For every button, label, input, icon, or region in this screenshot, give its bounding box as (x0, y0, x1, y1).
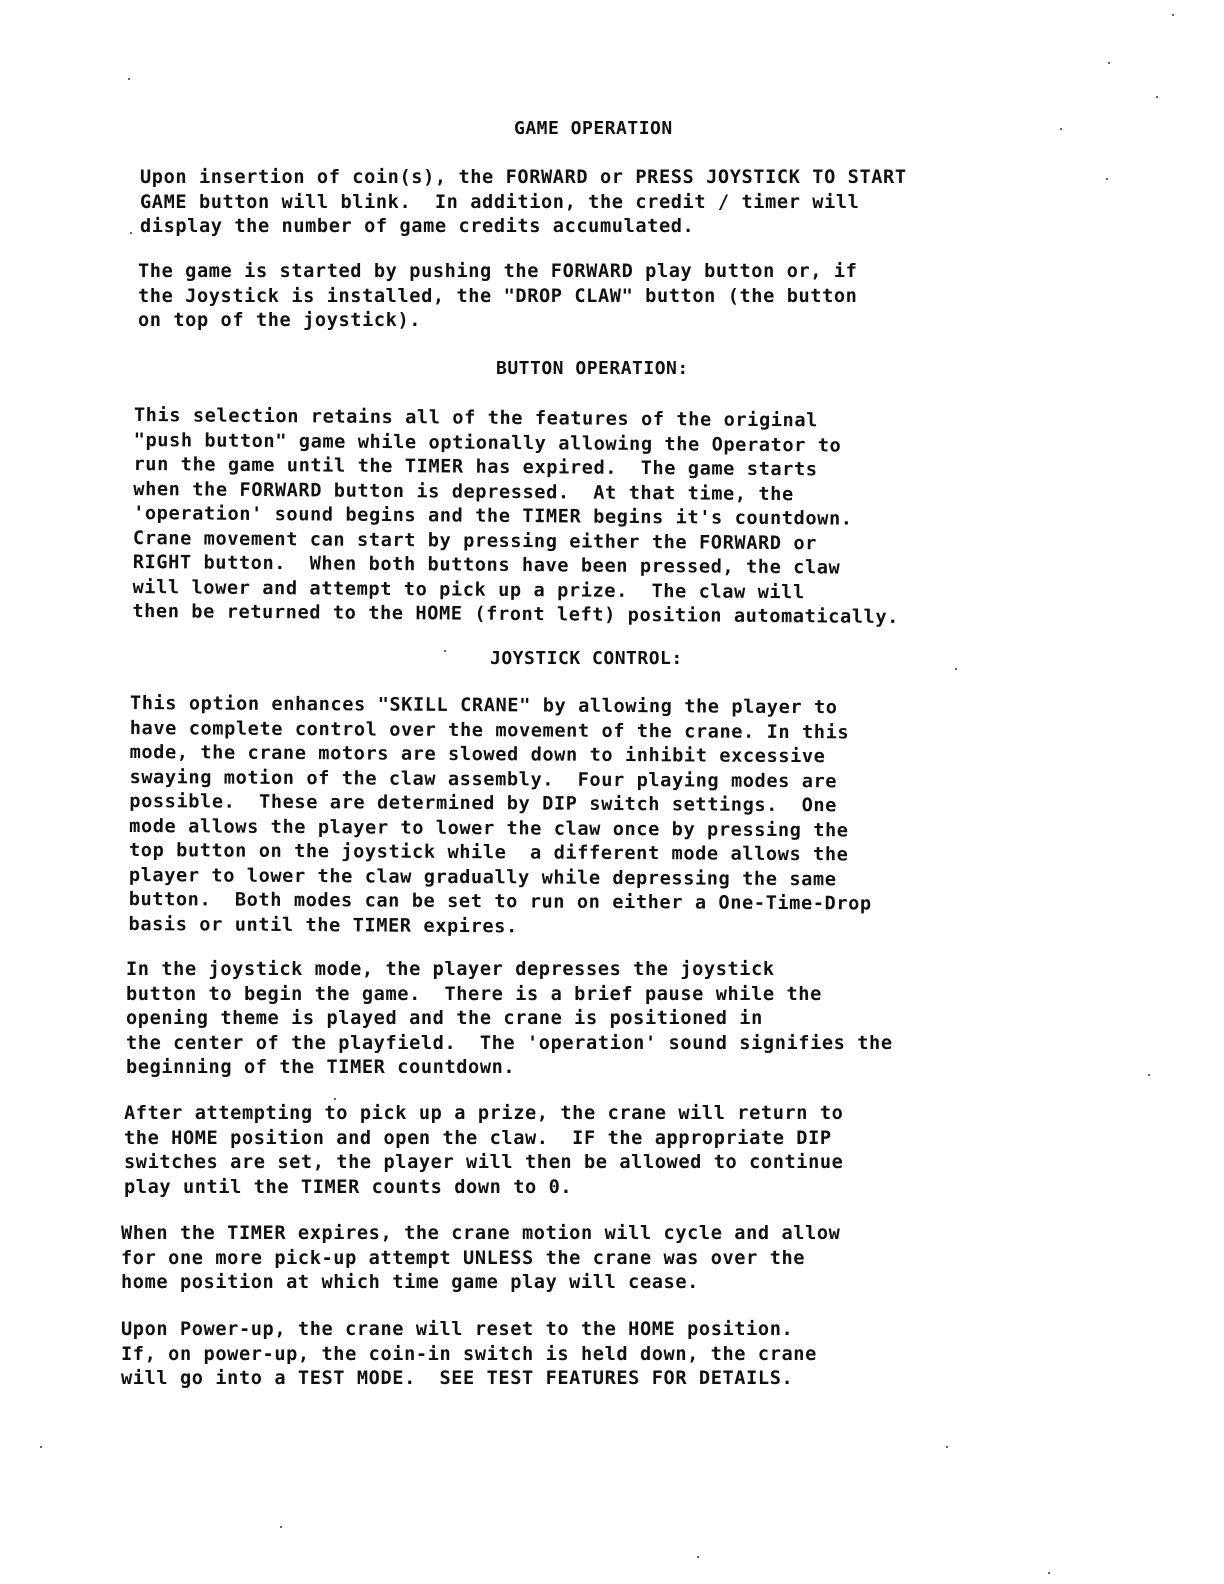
paragraph-joystick-option (129, 692, 874, 942)
text-line: will lower and attempt to pick up a prize. The claw will (132, 576, 805, 603)
text-line: button. Both modes can be set to run on either a One-Time-Drop (128, 888, 872, 915)
text-line: home position at which time game play will cease. (121, 1272, 699, 1293)
text-line: switches are set, the player will then be allowed to continue (124, 1152, 844, 1173)
text-line: play until the TIMER counts down to 0. (124, 1176, 573, 1198)
scan-speck (697, 1556, 699, 1558)
paragraph-power-up (121, 1318, 817, 1392)
text-line: GAME button will blink. In addition, the credit / timer will (140, 191, 860, 213)
text-line: This option enhances "SKILL CRANE" by allowing the player to (129, 693, 838, 719)
text-line: swaying motion of the claw assembly. Four playing modes are (129, 766, 838, 792)
scan-speck (130, 232, 132, 234)
text-line: have complete control over the movement of the crane. In this (129, 717, 850, 743)
scan-speck (334, 1098, 336, 1100)
paragraph-joystick-mode (126, 958, 893, 1081)
text-line: player to lower the claw gradually while depressing the same (128, 864, 837, 890)
text-line: If, on power-up, the coin-in switch is held down, the crane (121, 1343, 817, 1365)
paragraph-after-attempt (124, 1102, 843, 1200)
text-line: then be returned to the HOME (front left) position automatically. (132, 600, 900, 629)
scan-speck (955, 668, 957, 670)
text-line: When the TIMER expires, the crane motion will cycle and allow (121, 1223, 841, 1244)
text-line: basis or until the TIMER expires. (128, 913, 518, 937)
paragraph-timer-expires (121, 1222, 840, 1296)
text-line: opening theme is played and the crane is positioned in (126, 1008, 763, 1029)
text-line: beginning of the TIMER countdown. (126, 1057, 516, 1078)
paragraph-button-operation (132, 404, 900, 631)
scan-speck (1156, 96, 1158, 98)
scan-speck (1106, 178, 1108, 180)
text-line: Upon Power-up, the crane will reset to the HOME position. (121, 1319, 794, 1340)
text-line: Crane movement can start by pressing either the FORWARD or (132, 527, 818, 554)
scan-speck (40, 1446, 42, 1448)
text-line: 'operation' sound begins and the TIMER begins it's countdown. (133, 502, 853, 530)
text-line: The game is started by pushing the FORWARD play button or, if (138, 261, 858, 282)
scan-speck (1048, 1572, 1050, 1574)
scan-speck (280, 1526, 282, 1528)
text-line: mode allows the player to lower the claw once by pressing the (129, 815, 849, 841)
section-heading-game-operation: GAME OPERATION (514, 118, 673, 139)
section-heading-joystick-control: JOYSTICK CONTROL: (490, 648, 683, 669)
scan-speck (1108, 62, 1110, 64)
text-line: top button on the joystick while a different mode allows the (128, 839, 849, 866)
scan-speck (946, 1446, 948, 1448)
scan-speck (1060, 128, 1062, 130)
text-line: the center of the playfield. The 'operation' sound signifies the (126, 1032, 893, 1054)
scan-speck (1148, 1074, 1150, 1076)
scan-speck (128, 78, 130, 80)
text-line: on top of the joystick). (138, 310, 422, 331)
text-line: This selection retains all of the features of the original (133, 404, 819, 432)
paragraph-game-start (138, 260, 857, 334)
text-line: possible. These are determined by DIP switch settings. One (129, 790, 838, 817)
text-line: for one more pick-up attempt UNLESS the crane was over the (121, 1247, 806, 1269)
text-line: button to begin the game. There is a brief pause while the (126, 983, 822, 1005)
text-line: In the joystick mode, the player depresses the joystick (126, 959, 775, 980)
text-line: display the number of game credits accumulated. (140, 216, 695, 237)
section-heading-button-operation: BUTTON OPERATION: (496, 358, 689, 379)
text-line: Upon insertion of coin(s), the FORWARD or PRESS JOYSTICK TO START (140, 167, 907, 188)
scan-speck (444, 650, 446, 652)
text-line: the Joystick is installed, the "DROP CLAW" button (the button (138, 285, 858, 307)
paragraph-coin-insertion (140, 166, 907, 240)
text-line: After attempting to pick up a prize, the crane will return to (124, 1103, 844, 1124)
text-line: will go into a TEST MODE. SEE TEST FEATURES FOR DETAILS. (121, 1368, 794, 1389)
scan-speck (1172, 14, 1174, 16)
text-line: RIGHT button. When both buttons have been pressed, the claw (132, 551, 841, 579)
text-line: when the FORWARD button is depressed. At that time, the (133, 478, 794, 505)
text-line: "push button" game while optionally allowing the Operator to (133, 429, 842, 457)
text-line: run the game until the TIMER has expired. The game starts (133, 453, 818, 481)
text-line: the HOME position and open the claw. IF the appropriate DIP (124, 1127, 832, 1149)
text-line: mode, the crane motors are slowed down to inhibit excessive (129, 741, 826, 768)
